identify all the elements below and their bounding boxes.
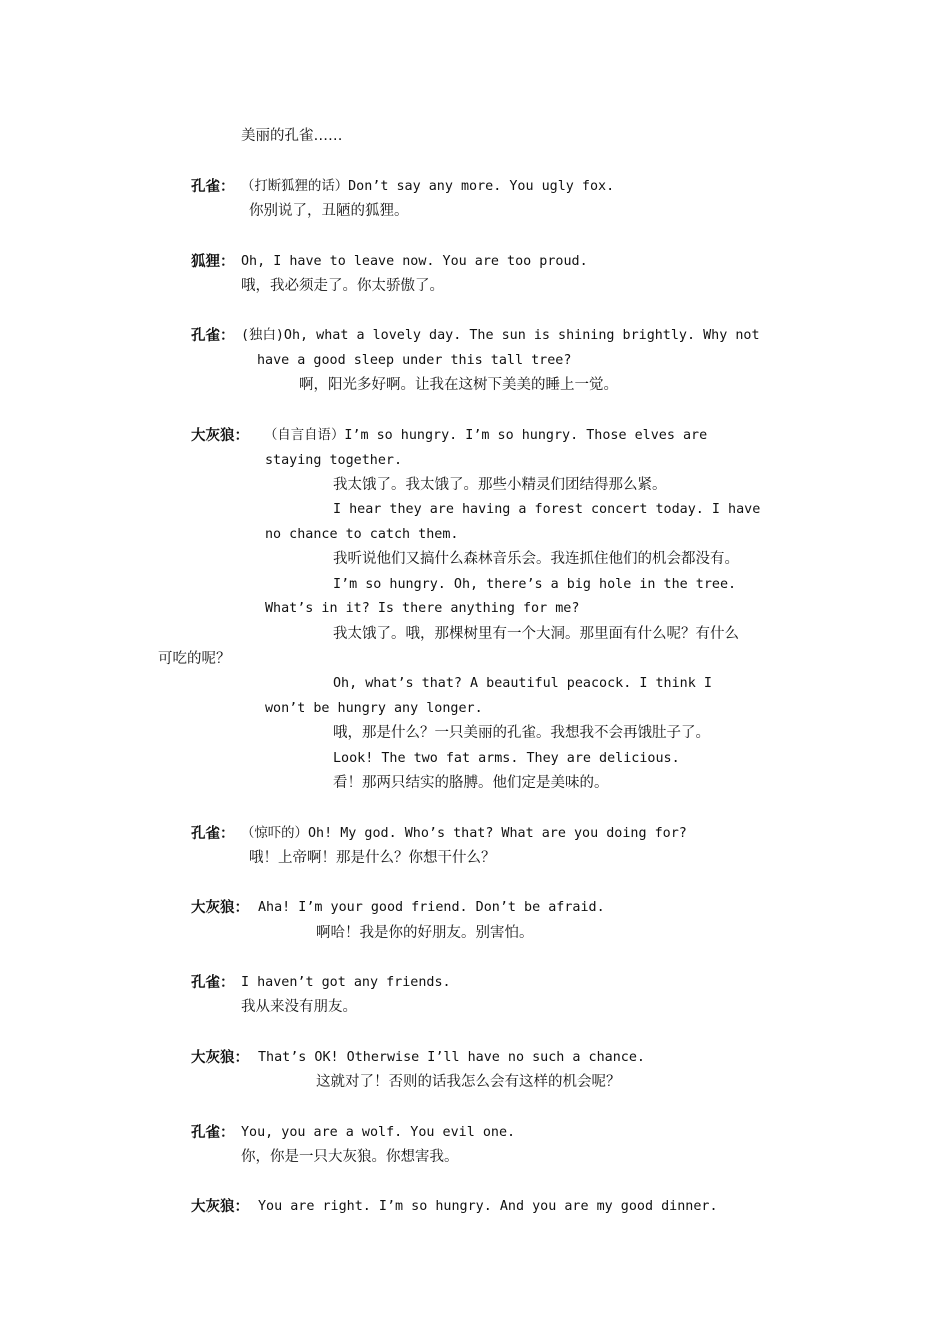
- speaker-label: 孔雀：: [191, 975, 235, 991]
- dialogue-line: staying together.: [265, 453, 403, 468]
- dialogue-line: I hear they are having a forest concert today. I have: [333, 502, 761, 517]
- speaker-label: 孔雀：: [191, 179, 235, 195]
- dialogue-line: What’s in it? Is there anything for me?: [265, 601, 580, 616]
- dialogue-line: 可吃的呢？: [158, 651, 231, 667]
- speaker-label: 狐狸：: [191, 254, 235, 270]
- dialogue-line: won’t be hungry any longer.: [265, 701, 483, 716]
- dialogue-line: Oh, I have to leave now. You are too proud.: [241, 254, 588, 269]
- speaker-label: 大灰狼：: [191, 1050, 249, 1066]
- dialogue-line: I’m so hungry. Oh, there’s a big hole in the tree.: [333, 577, 737, 592]
- speaker-label: 大灰狼：: [191, 1199, 249, 1215]
- dialogue-line: 啊哈！我是你的好朋友。别害怕。: [316, 925, 534, 941]
- dialogue-line: 看！那两只结实的胳膊。他们定是美味的。: [333, 775, 609, 791]
- speaker-label: 孔雀：: [191, 328, 235, 344]
- dialogue-line: Aha! I’m your good friend. Don’t be afraid.: [258, 900, 605, 915]
- dialogue-line: （惊吓的）Oh! My god. Who’s that? What are you doing for?: [241, 826, 687, 841]
- dialogue-line: 你别说了，丑陋的狐狸。: [249, 203, 409, 219]
- dialogue-line: 啊，阳光多好啊。让我在这树下美美的睡上一觉。: [299, 377, 618, 393]
- dialogue-line: （自言自语）I’m so hungry. I’m so hungry. Those elves are: [264, 428, 708, 443]
- dialogue-line: 我从来没有朋友。: [241, 999, 357, 1015]
- dialogue-line: (独白)Oh, what a lovely day. The sun is shining brightly. Why not: [241, 328, 760, 343]
- speaker-label: 孔雀：: [191, 826, 235, 842]
- dialogue-line: 美丽的孔雀……: [241, 128, 343, 144]
- dialogue-line: 我太饿了。哦，那棵树里有一个大洞。那里面有什么呢？有什么: [333, 626, 739, 642]
- dialogue-line: 哦！上帝啊！那是什么？你想干什么？: [249, 850, 496, 866]
- dialogue-line: no chance to catch them.: [265, 527, 459, 542]
- dialogue-line: You are right. I’m so hungry. And you are my good dinner.: [258, 1199, 718, 1214]
- speaker-label: 孔雀：: [191, 1125, 235, 1141]
- dialogue-line: 我听说他们又搞什么森林音乐会。我连抓住他们的机会都没有。: [333, 551, 739, 567]
- speaker-label: 大灰狼：: [191, 900, 249, 916]
- dialogue-line: 我太饿了。我太饿了。那些小精灵们团结得那么紧。: [333, 477, 667, 493]
- dialogue-line: 哦，那是什么？一只美丽的孔雀。我想我不会再饿肚子了。: [333, 725, 710, 741]
- dialogue-line: Oh, what’s that? A beautiful peacock. I think I: [333, 676, 712, 691]
- dialogue-line: have a good sleep under this tall tree?: [257, 353, 572, 368]
- dialogue-line: （打断狐狸的话）Don’t say any more. You ugly fox.: [241, 179, 615, 194]
- dialogue-line: You, you are a wolf. You evil one.: [241, 1125, 516, 1140]
- dialogue-line: That’s OK! Otherwise I’ll have no such a chance.: [258, 1050, 645, 1065]
- speaker-label: 大灰狼：: [191, 428, 249, 444]
- dialogue-line: 这就对了！否则的话我怎么会有这样的机会呢？: [316, 1074, 621, 1090]
- dialogue-line: I haven’t got any friends.: [241, 975, 451, 990]
- dialogue-line: 你，你是一只大灰狼。你想害我。: [241, 1149, 459, 1165]
- dialogue-line: 哦，我必须走了。你太骄傲了。: [241, 278, 444, 294]
- dialogue-line: Look! The two fat arms. They are delicious.: [333, 751, 680, 766]
